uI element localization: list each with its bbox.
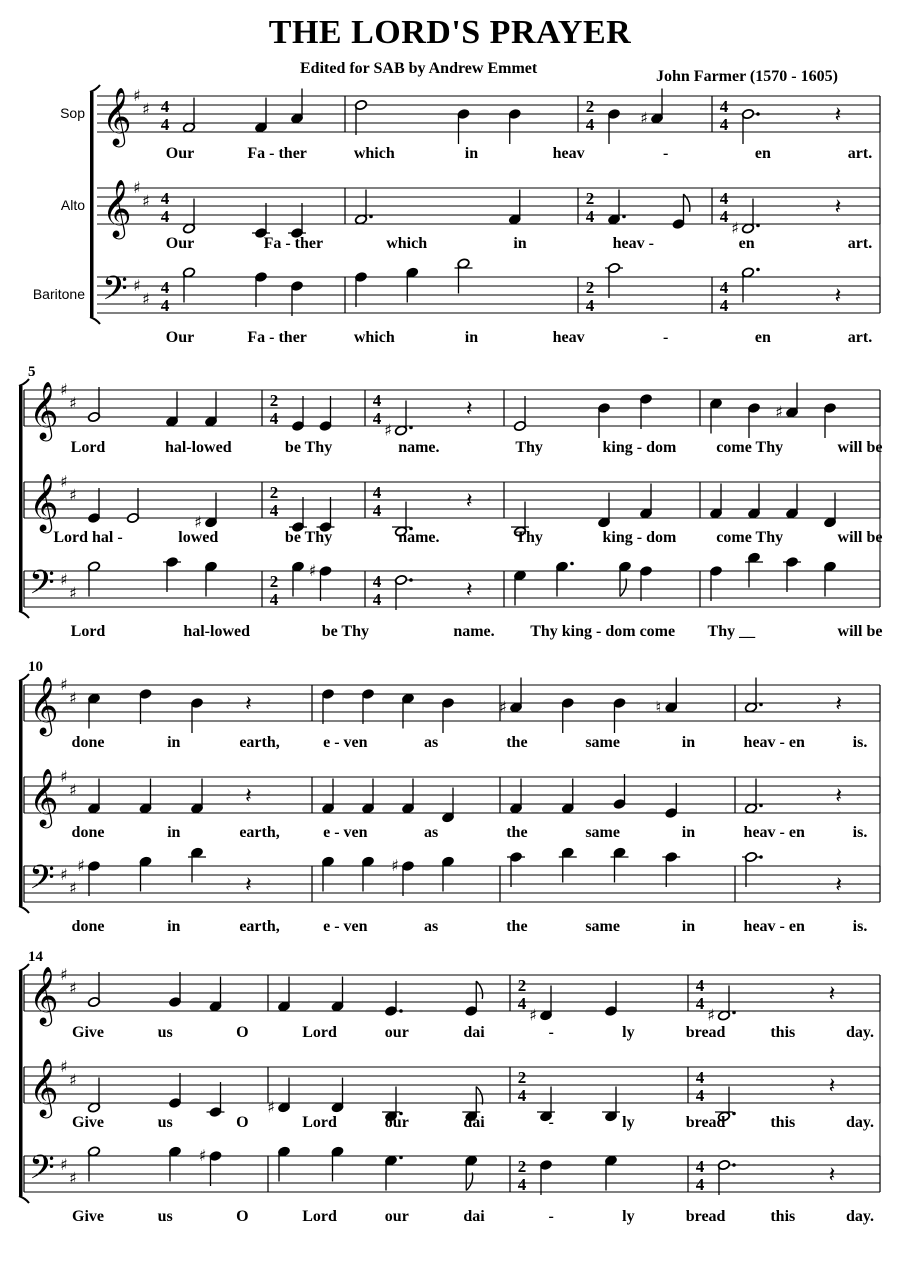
time-sig-numerator: 4: [719, 189, 729, 208]
time-sig-denominator: 4: [719, 296, 729, 315]
lyric-syllable: -: [663, 145, 669, 162]
lyric-syllable: ly: [622, 1024, 635, 1041]
lyric-syllable: Our: [165, 145, 195, 162]
key-sharp-icon: ♯: [69, 878, 77, 898]
quarter-rest-icon: 𝄽: [245, 692, 252, 717]
quarter-rest-icon: 𝄽: [828, 982, 836, 1007]
treble-clef-icon: 𝄞: [29, 473, 59, 531]
quarter-rest-icon: 𝄽: [465, 578, 473, 603]
lyric-syllable: as: [423, 734, 439, 751]
augmentation-dot: [732, 1112, 736, 1116]
time-sig-numerator: 4: [695, 1157, 705, 1176]
staff-alto: [24, 472, 882, 546]
time-sig-numerator: 2: [269, 572, 279, 591]
key-sharp-icon: ♯: [60, 865, 68, 884]
key-sharp-icon: ♯: [60, 1155, 68, 1174]
lyric-syllable: king - dom: [602, 529, 677, 546]
time-sig-denominator: 4: [269, 409, 279, 428]
key-sharp-icon: ♯: [69, 688, 77, 708]
lyric-syllable: O: [236, 1024, 249, 1041]
lyric-syllable: earth,: [239, 918, 280, 935]
arranger-credit: Edited for SAB by Andrew Emmet: [300, 60, 538, 77]
lyric-syllable: heav - en: [743, 824, 805, 841]
lyric-syllable: Lord: [70, 439, 106, 456]
augmentation-dot: [399, 1009, 403, 1013]
system-3: [19, 659, 880, 935]
quarter-rest-icon: 𝄽: [834, 284, 842, 309]
time-sig-numerator: 4: [160, 278, 170, 297]
key-sharp-icon: ♯: [142, 289, 150, 309]
key-sharp-icon: ♯: [69, 583, 77, 603]
lyric-syllable: ly: [622, 1208, 635, 1225]
lyric-syllable: hal-lowed: [183, 623, 251, 640]
time-sig-numerator: 2: [269, 483, 279, 502]
key-sharp-icon: ♯: [133, 86, 141, 105]
time-sig-numerator: 4: [695, 976, 705, 995]
lyric-syllable: in: [681, 824, 696, 841]
staff-sop: [60, 86, 880, 162]
time-sig-denominator: 4: [517, 1175, 527, 1194]
time-sig-denominator: 4: [517, 994, 527, 1013]
time-sig-denominator: 4: [269, 501, 279, 520]
bass-clef-icon: 𝄢: [29, 564, 55, 610]
quarter-rest-icon: 𝄽: [828, 1074, 836, 1099]
lyric-syllable: in: [464, 329, 479, 346]
augmentation-dot: [759, 855, 763, 859]
eighth-flag: [620, 579, 626, 597]
system-2: [19, 364, 882, 640]
staff-baritone: [24, 1146, 880, 1225]
time-sig-numerator: 2: [517, 1068, 527, 1087]
quarter-rest-icon: 𝄽: [835, 692, 843, 717]
voice-label: Baritone: [32, 286, 85, 302]
time-sig-numerator: 4: [372, 483, 382, 502]
staff-sop: [24, 965, 880, 1041]
lyric-syllable: in: [464, 145, 479, 162]
augmentation-dot: [399, 1156, 403, 1160]
lyric-syllable: in: [681, 918, 696, 935]
system-bracket: [19, 386, 23, 611]
system-bracket: [19, 681, 23, 906]
time-sig-denominator: 4: [585, 296, 595, 315]
time-sig-numerator: 4: [372, 391, 382, 410]
bracket-hook: [19, 379, 29, 386]
lyric-syllable: art.: [847, 235, 873, 252]
augmentation-dot: [759, 703, 763, 707]
key-sharp-icon: ♯: [133, 178, 141, 197]
staff-alto: [61, 178, 880, 252]
key-sharp-icon: ♯: [133, 276, 141, 295]
sharp-icon: ♯: [529, 1005, 537, 1025]
lyric-syllable: en: [754, 145, 771, 162]
staff-sop: [24, 380, 882, 456]
treble-clef-icon: 𝄞: [29, 966, 59, 1024]
augmentation-dot: [570, 562, 574, 566]
lyric-syllable: this: [770, 1208, 796, 1225]
lyric-syllable: in: [681, 734, 696, 751]
quarter-rest-icon: 𝄽: [834, 195, 842, 220]
lyric-syllable: Thy king - dom come: [530, 623, 676, 640]
bracket-hook: [19, 674, 29, 681]
lyric-syllable: dai: [463, 1114, 485, 1131]
key-sharp-icon: ♯: [69, 978, 77, 998]
time-sig-numerator: 4: [160, 97, 170, 116]
sharp-icon: ♯: [384, 420, 392, 440]
staff-baritone: [24, 552, 882, 640]
key-sharp-icon: ♯: [69, 485, 77, 505]
augmentation-dot: [409, 426, 413, 430]
lyric-syllable: Lord: [302, 1208, 337, 1225]
lyric-syllable: us: [157, 1024, 173, 1041]
lyric-syllable: Lord: [70, 623, 106, 640]
quarter-rest-icon: 𝄽: [828, 1163, 836, 1188]
key-sharp-icon: ♯: [69, 393, 77, 413]
time-sig-denominator: 4: [372, 409, 382, 428]
lyric-syllable: come Thy: [716, 529, 784, 546]
bracket-hook: [90, 85, 100, 92]
natural-icon: ♮: [655, 697, 662, 717]
augmentation-dot: [369, 215, 373, 219]
treble-clef-icon: 𝄞: [29, 676, 59, 734]
lyric-syllable: heav -: [612, 235, 654, 252]
time-sig-denominator: 4: [517, 1086, 527, 1105]
lyric-syllable: in: [167, 824, 181, 841]
augmentation-dot: [409, 578, 413, 582]
augmentation-dot: [622, 215, 626, 219]
lyric-syllable: day.: [845, 1114, 875, 1131]
bracket-hook: [19, 611, 29, 618]
lyric-syllable: -: [548, 1024, 554, 1041]
bracket-hook: [19, 964, 29, 971]
sharp-icon: ♯: [775, 402, 783, 422]
composer-credit: John Farmer (1570 - 1605): [656, 68, 838, 85]
quarter-rest-icon: 𝄽: [245, 873, 252, 898]
lyric-syllable: our: [384, 1024, 409, 1041]
augmentation-dot: [732, 1011, 736, 1015]
lyric-syllable: bread: [685, 1114, 726, 1131]
bracket-hook: [19, 1196, 29, 1203]
lyric-syllable: this: [770, 1024, 796, 1041]
lyric-syllable: is.: [852, 734, 868, 751]
lyric-syllable: Give: [72, 1208, 104, 1225]
system-1: [33, 85, 880, 346]
lyric-syllable: in: [513, 235, 527, 252]
sharp-icon: ♯: [391, 856, 399, 875]
voice-label: Alto: [60, 197, 85, 213]
lyric-syllable: lowed: [178, 529, 219, 546]
lyric-syllable: dai: [463, 1208, 485, 1225]
lyric-syllable: the: [506, 824, 528, 841]
treble-clef-icon: 𝄞: [29, 381, 59, 439]
lyric-syllable: will be: [837, 439, 883, 456]
lyric-syllable: Our: [165, 235, 195, 252]
lyric-syllable: Fa - ther: [247, 145, 307, 162]
key-sharp-icon: ♯: [60, 675, 68, 694]
lyric-syllable: heav - en: [743, 918, 805, 935]
time-sig-numerator: 4: [372, 572, 382, 591]
time-sig-denominator: 4: [585, 115, 595, 134]
augmentation-dot: [759, 804, 763, 808]
lyric-syllable: Lord: [302, 1114, 337, 1131]
lyric-syllable: us: [157, 1208, 173, 1225]
lyric-syllable: will be: [837, 623, 883, 640]
lyric-syllable: Thy __: [707, 623, 756, 640]
treble-clef-icon: 𝄞: [29, 1058, 59, 1116]
lyric-syllable: as: [423, 824, 439, 841]
lyric-syllable: e - ven: [323, 918, 368, 935]
lyric-syllable: in: [167, 918, 181, 935]
lyric-syllable: which: [386, 235, 428, 252]
lyric-syllable: Lord: [302, 1024, 337, 1041]
key-sharp-icon: ♯: [60, 1057, 68, 1076]
lyric-syllable: this: [770, 1114, 796, 1131]
sharp-icon: ♯: [499, 697, 507, 717]
time-sig-denominator: 4: [695, 994, 705, 1013]
lyric-syllable: bread: [685, 1024, 726, 1041]
time-sig-denominator: 4: [719, 115, 729, 134]
lyric-syllable: done: [71, 824, 105, 841]
time-sig-numerator: 2: [517, 976, 527, 995]
sharp-icon: ♯: [267, 1097, 275, 1117]
bass-clef-icon: 𝄢: [102, 270, 128, 316]
lyric-syllable: our: [384, 1114, 409, 1131]
time-sig-denominator: 4: [160, 207, 170, 226]
lyric-syllable: Fa - ther: [247, 329, 307, 346]
time-sig-denominator: 4: [695, 1086, 705, 1105]
sharp-icon: ♯: [308, 561, 317, 580]
bass-clef-icon: 𝄢: [29, 859, 55, 905]
bass-clef-icon: 𝄢: [29, 1149, 55, 1195]
sharp-icon: ♯: [194, 512, 202, 532]
lyric-syllable: which: [353, 145, 395, 162]
lyric-syllable: heav: [552, 145, 585, 162]
time-sig-denominator: 4: [585, 207, 595, 226]
lyric-syllable: art.: [847, 145, 873, 162]
lyric-syllable: -: [548, 1114, 554, 1131]
time-sig-numerator: 4: [719, 97, 729, 116]
staff-baritone: [33, 258, 880, 346]
lyric-syllable: heav - en: [743, 734, 805, 751]
lyric-syllable: Give: [72, 1114, 104, 1131]
key-sharp-icon: ♯: [60, 570, 68, 589]
lyric-syllable: come Thy: [716, 439, 784, 456]
lyric-syllable: Thy: [515, 529, 543, 546]
time-sig-numerator: 4: [695, 1068, 705, 1087]
time-sig-denominator: 4: [372, 590, 382, 609]
quarter-rest-icon: 𝄽: [835, 784, 843, 809]
key-sharp-icon: ♯: [142, 191, 150, 211]
lyric-syllable: -: [663, 329, 669, 346]
time-sig-numerator: 2: [517, 1157, 527, 1176]
lyric-syllable: name.: [453, 623, 495, 640]
augmentation-dot: [756, 224, 760, 228]
system-bracket: [19, 971, 23, 1196]
lyric-syllable: the: [506, 734, 528, 751]
lyric-syllable: day.: [845, 1208, 875, 1225]
system-4: [19, 949, 880, 1225]
lyric-syllable: hal-lowed: [164, 439, 232, 456]
quarter-rest-icon: 𝄽: [834, 103, 842, 128]
key-sharp-icon: ♯: [60, 380, 68, 399]
time-sig-denominator: 4: [160, 115, 170, 134]
staff-alto: [24, 767, 880, 841]
lyric-syllable: the: [506, 918, 528, 935]
lyric-syllable: is.: [852, 918, 868, 935]
sharp-icon: ♯: [77, 856, 85, 875]
time-sig-numerator: 2: [585, 97, 595, 116]
lyric-syllable: Our: [165, 329, 195, 346]
lyric-syllable: is.: [852, 824, 868, 841]
staff-sop: [24, 675, 880, 751]
lyric-syllable: same: [585, 824, 620, 841]
lyric-syllable: heav: [552, 329, 585, 346]
measure-number: 10: [28, 659, 43, 675]
lyric-syllable: be Thy: [284, 529, 333, 546]
lyric-syllable: en: [754, 329, 771, 346]
lyric-syllable: Fa - ther: [263, 235, 324, 252]
key-sharp-icon: ♯: [60, 472, 68, 491]
quarter-rest-icon: 𝄽: [835, 873, 843, 898]
lyric-syllable: bread: [685, 1208, 726, 1225]
lyric-syllable: in: [167, 734, 181, 751]
lyric-syllable: O: [236, 1208, 249, 1225]
augmentation-dot: [732, 1163, 736, 1167]
lyric-syllable: be Thy: [321, 623, 369, 640]
measure-number: 14: [28, 949, 43, 965]
bracket-hook: [19, 906, 29, 913]
lyric-syllable: ly: [622, 1114, 635, 1131]
lyric-syllable: O: [236, 1114, 249, 1131]
lyric-syllable: name.: [398, 439, 440, 456]
key-sharp-icon: ♯: [69, 1070, 77, 1090]
key-sharp-icon: ♯: [142, 99, 150, 119]
lyric-syllable: same: [585, 734, 620, 751]
treble-clef-icon: 𝄞: [102, 87, 132, 145]
lyric-syllable: e - ven: [323, 734, 368, 751]
key-sharp-icon: ♯: [60, 767, 68, 786]
lyric-syllable: Thy: [515, 439, 543, 456]
page-title: THE LORD'S PRAYER: [268, 14, 632, 51]
lyric-syllable: earth,: [239, 824, 280, 841]
time-sig-denominator: 4: [372, 501, 382, 520]
quarter-rest-icon: 𝄽: [465, 489, 473, 514]
voice-label: Sop: [60, 105, 85, 121]
time-sig-numerator: 2: [585, 189, 595, 208]
lyric-syllable: Lord hal -: [53, 529, 123, 546]
lyric-syllable: earth,: [239, 734, 280, 751]
time-sig-numerator: 2: [269, 391, 279, 410]
quarter-rest-icon: 𝄽: [465, 397, 473, 422]
time-sig-denominator: 4: [160, 296, 170, 315]
lyric-syllable: Give: [72, 1024, 104, 1041]
quarter-rest-icon: 𝄽: [245, 784, 252, 809]
lyric-syllable: our: [384, 1208, 409, 1225]
time-sig-numerator: 2: [585, 278, 595, 297]
lyric-syllable: which: [353, 329, 395, 346]
augmentation-dot: [756, 112, 760, 116]
lyric-syllable: done: [71, 734, 105, 751]
time-sig-numerator: 4: [160, 189, 170, 208]
key-sharp-icon: ♯: [69, 780, 77, 800]
key-sharp-icon: ♯: [60, 965, 68, 984]
treble-clef-icon: 𝄞: [102, 179, 132, 237]
staff-baritone: [24, 847, 880, 935]
lyric-syllable: name.: [398, 529, 440, 546]
lyric-syllable: king - dom: [602, 439, 677, 456]
key-sharp-icon: ♯: [69, 1168, 77, 1188]
time-sig-denominator: 4: [269, 590, 279, 609]
lyric-syllable: day.: [845, 1024, 875, 1041]
eighth-flag: [476, 1087, 482, 1105]
lyric-syllable: e - ven: [323, 824, 368, 841]
lyric-syllable: be Thy: [284, 439, 333, 456]
lyric-syllable: en: [738, 235, 755, 252]
time-sig-numerator: 4: [719, 278, 729, 297]
eighth-flag: [466, 1173, 472, 1191]
staff-alto: [24, 1057, 880, 1131]
time-sig-denominator: 4: [719, 207, 729, 226]
sharp-icon: ♯: [640, 108, 648, 128]
measure-number: 5: [28, 364, 36, 380]
sharp-icon: ♯: [198, 1146, 207, 1165]
sharp-icon: ♯: [731, 218, 739, 238]
sharp-icon: ♯: [707, 1005, 715, 1025]
treble-clef-icon: 𝄞: [29, 768, 59, 826]
lyric-syllable: art.: [847, 329, 873, 346]
lyric-syllable: -: [548, 1208, 554, 1225]
lyric-syllable: same: [585, 918, 620, 935]
lyric-syllable: as: [423, 918, 439, 935]
time-sig-denominator: 4: [695, 1175, 705, 1194]
lyric-syllable: us: [157, 1114, 173, 1131]
lyric-syllable: done: [71, 918, 105, 935]
augmentation-dot: [756, 268, 760, 272]
bracket-hook: [90, 317, 100, 324]
system-bracket: [90, 92, 94, 317]
lyric-syllable: dai: [463, 1024, 485, 1041]
lyric-syllable: will be: [837, 529, 883, 546]
